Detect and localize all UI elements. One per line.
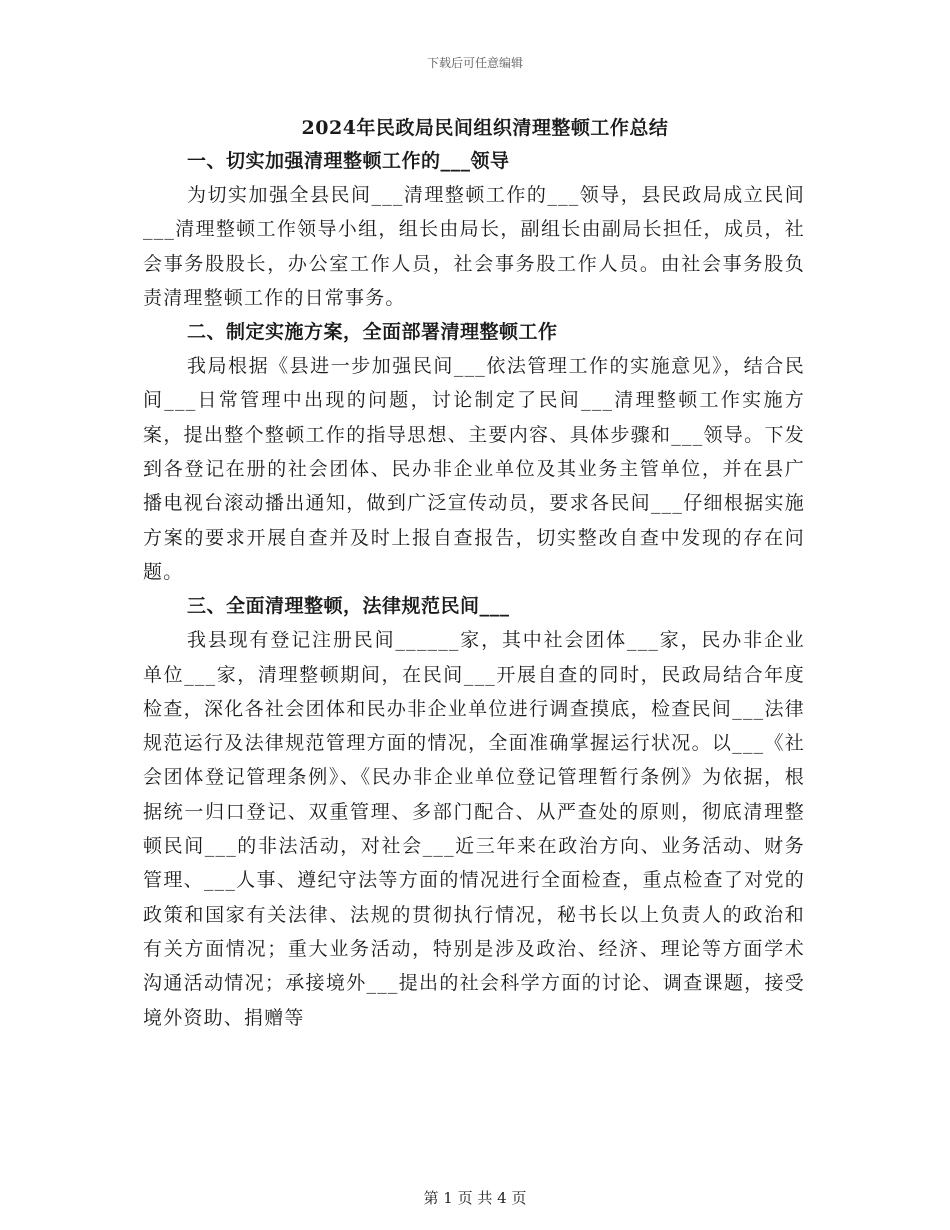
section-2-paragraph: 我局根据《县进一步加强民间___依法管理工作的实施意见》，结合民间___日常管理中出现的问题，讨论制定了民间___清理整顿工作实施方案，提出整个整顿工作的指导思想、主要内容、具体步骤和___领导。下发到各登记在册的社会团体、民办非企业单位及其业务主管单位，并在县广播电视台滚动播出通知，做到广泛宣传动员，要求各民间___仔细根据实施方案的要求开展自查并及时上报自查报告，切实整改自查中发现的存在问题。 <box>143 355 805 583</box>
document-body <box>143 112 805 1035</box>
section-heading-3: 三、全面清理整顿，法律规范民间___ <box>187 595 510 618</box>
document-title: 2024年民政局民间组织清理整顿工作总结 <box>301 117 669 139</box>
section-3-paragraph: 我县现有登记注册民间______家，其中社会团体___家，民办非企业单位___家，清理整顿期间，在民间___开展自查的同时，民政局结合年度检查，深化各社会团体和民办非企业单位进行调查摸底，检查民间___法律规范运行及法律规范管理方面的情况，全面准确掌握运行状况。以___《社会团体登记管理条例》、《民办非企业单位登记管理暂行条例》为依据，根据统一归口登记、双重管理、多部门配合、从严查处的原则，彻底清理整顿民间___的非法活动，对社会___近三年来在政治方向、业务活动、财务管理、___人事、遵纪守法等方面的情况进行全面检查，重点检查了对党的政策和国家有关法律、法规的贯彻执行情况，秘书长以上负责人的政治和有关方面情况；重大业务活动，特别是涉及政治、经济、理论等方面学术沟通活动情况；承接境外___提出的社会科学方面的讨论、调查课题，接受境外资助、捐赠等 <box>143 629 805 1029</box>
page-number: 第 1 页 共 4 页 <box>423 1189 527 1207</box>
section-heading-1: 一、切实加强清理整顿工作的___领导 <box>187 150 510 172</box>
page-header: 下载后可任意编辑 <box>426 56 523 70</box>
section-1-paragraph: 为切实加强全县民间___清理整顿工作的___领导，县民政局成立民间___清理整顿工作领导小组，组长由局长，副组长由副局长担任，成员，社会事务股股长，办公室工作人员，社会事务股工作人员。由社会事务股负责清理整顿工作的日常事务。 <box>143 184 805 309</box>
section-heading-2: 二、制定实施方案，全面部署清理整顿工作 <box>187 321 558 344</box>
